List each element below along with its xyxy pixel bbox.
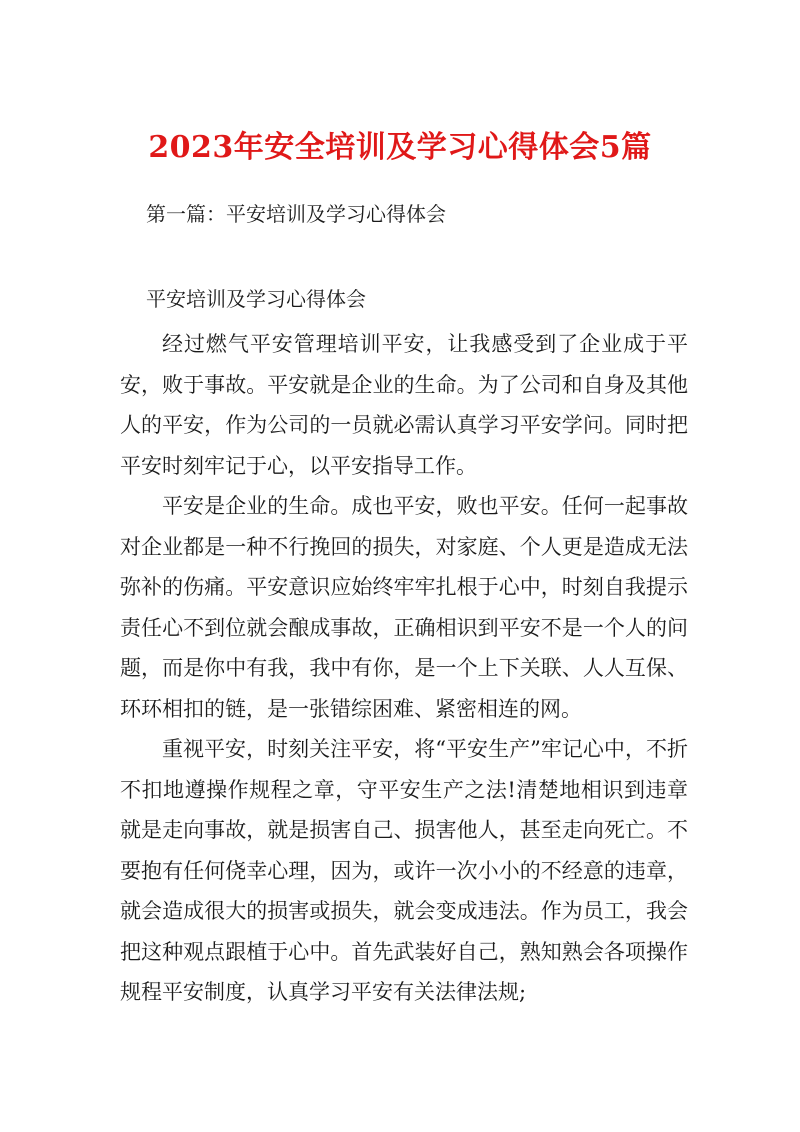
article-body <box>120 324 688 1013</box>
document-title: 2023年安全培训及学习心得体会5篇 <box>148 130 652 165</box>
article-title: 平安培训及学习心得体会 <box>146 287 366 311</box>
paragraph-2: 平安是企业的生命。成也平安，败也平安。任何一起事故对企业都是一种不行挽回的损失，对家庭、个人更是造成无法弥补的伤痛。平安意识应始终牢牢扎根于心中，时刻自我提示责任心不到位就会酿成事故，正确相识到平安不是一个人的问题，而是你中有我，我中有你，是一个上下关联、人人互保、环环相扣的链，是一张错综困难、紧密相连的网。 <box>120 494 688 721</box>
paragraph-3: 重视平安，时刻关注平安，将“平安生产”牢记心中，不折不扣地遵操作规程之章，守平安生产之法!清楚地相识到违章就是走向事故，就是损害自己、损害他人，甚至走向死亡。不要抱有任何侥幸心理，因为，或许一次小小的不经意的违章，就会造成很大的损害或损失，就会变成违法。作为员工，我会把这种观点跟植于心中。首先武装好自己，熟知熟会各项操作规程平安制度，认真学习平安有关法律法规; <box>120 737 688 1004</box>
section-heading: 第一篇：平安培训及学习心得体会 <box>146 202 446 226</box>
paragraph-1: 经过燃气平安管理培训平安，让我感受到了企业成于平安，败于事故。平安就是企业的生命。为了公司和自身及其他人的平安，作为公司的一员就必需认真学习平安学问。同时把平安时刻牢记于心，以平安指导工作。 <box>120 332 688 478</box>
